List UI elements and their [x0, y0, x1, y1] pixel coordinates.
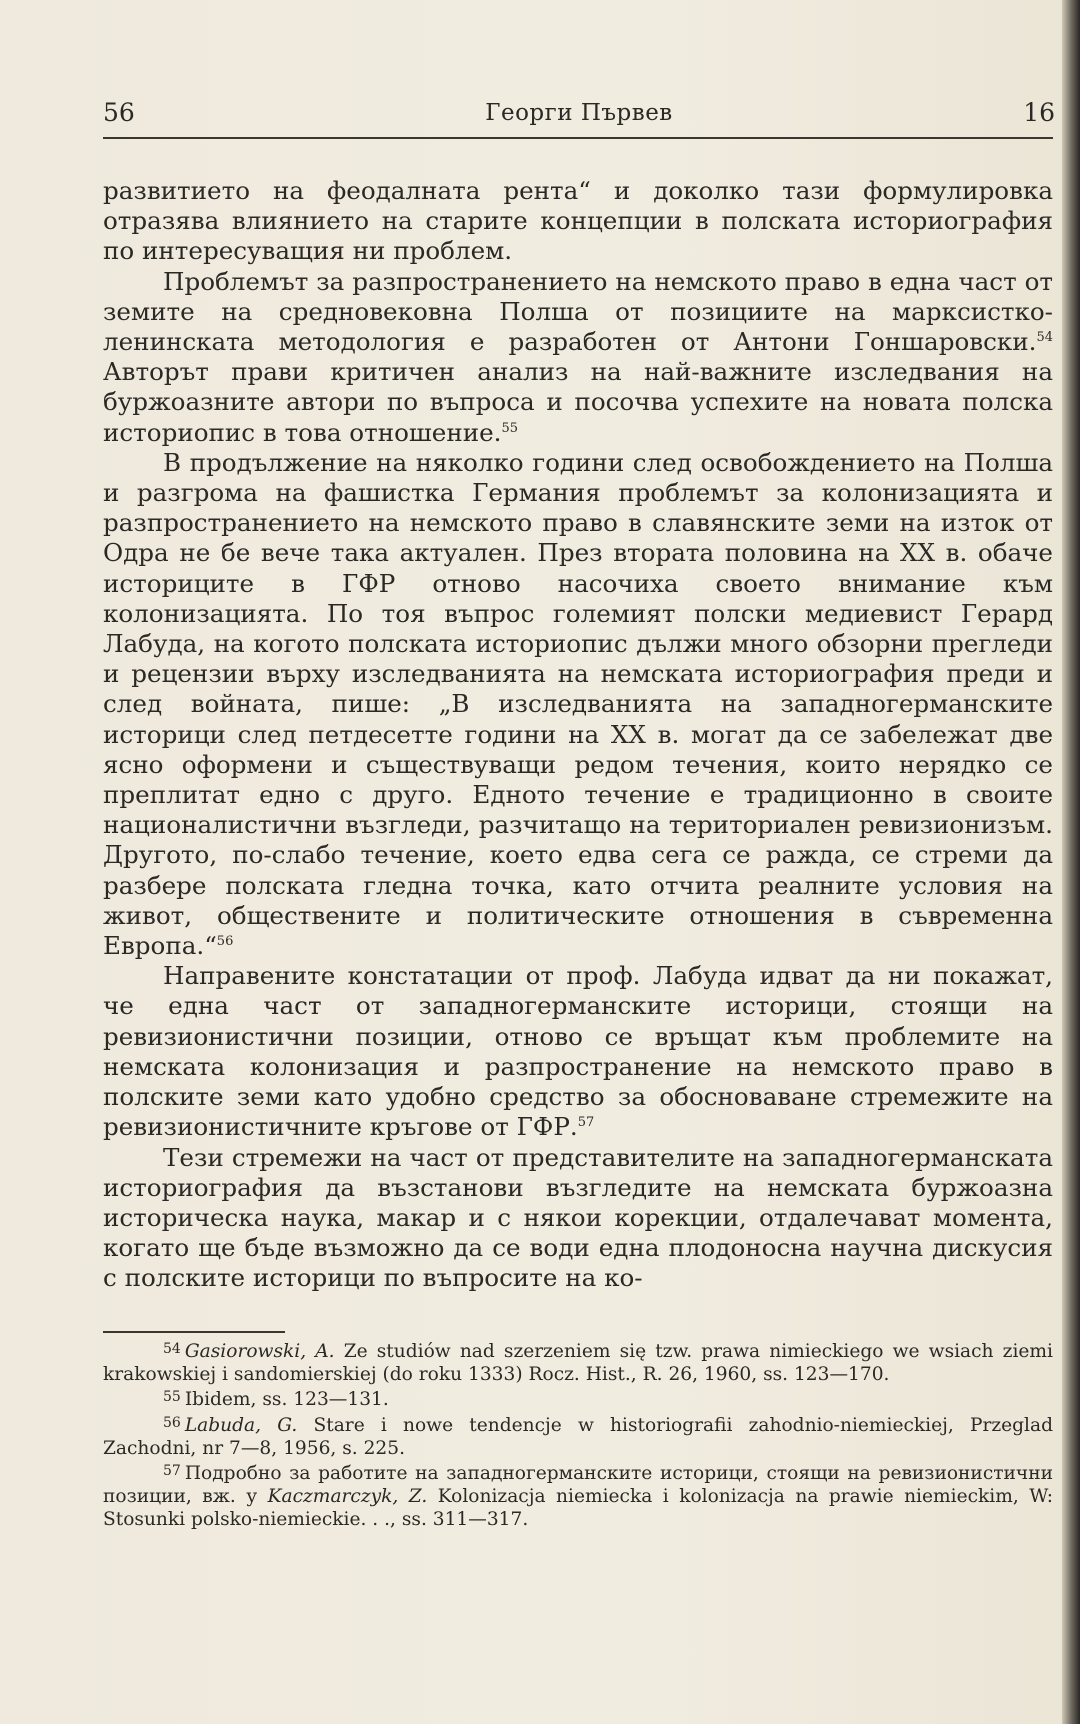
footnote-56: $^{56}$ Labuda, G. Stare i nowe tendencje w historiografii zahodnio-niemieckiej, Przeglad Zachodni, nr 7—8, 1956, s. 225.	[103, 1414, 1053, 1459]
facing-page-number: 16	[1023, 98, 1055, 127]
book-spine-shadow	[1062, 0, 1080, 1724]
footnote-57: $^{57}$ Подробно за работите на западногерманските историци, стоящи на ревизионистични позиции, вж. у Kaczmarczyk, Z. Kolonizacja niemiecka i kolonizacja na prawie niemieckim, W: Stosunki polsko-niemieckie. . ., ss. 311—317.	[103, 1463, 1053, 1531]
footnote-ref-54: 54	[1036, 330, 1053, 346]
main-text	[103, 176, 1053, 1294]
footnote-ref-57: 57	[577, 1115, 595, 1131]
footnote-rule	[103, 1331, 285, 1333]
running-header	[103, 92, 1055, 132]
footnote-55: $^{55}$ Ibidem, ss. 123—131.	[163, 1389, 389, 1411]
paragraph-3: В продължение на няколко години след освобождението на Полша и разгрома на фашистка Германия проблемът за колонизацията и разпространението на немското право в славянските земи на изток от Одра не бе вече така актуален. През втората половина на XX в. обаче историците в ГФР отново насочиха своето внимание към колонизацията. По тоя въпрос големият полски медиевист Герард Лабуда, на когото полската историопис дължи много обзорни прегледи и рецензии върху изследванията на немската историография преди и след войната, пише: „В изследванията на западногерманските историци след петдесетте години на XX в. могат да се забележат две ясно оформени и съществуващи редом течения, които нерядко се преплитат едно с друго. Едното течение е традиционно в своите националистични възгледи, разчитащо на териториален ревизионизъм. Другото, по-слабо течение, което едва сега се ражда, се стреми да разбере полската гледна точка, като отчита реалните условия на живот, обществените и политическите отношения в съвременна Европа.“$^{56}$	[103, 447, 1053, 961]
footnote-54: $^{54}$ Gasiorowski, A. Ze studiów nad szerzeniem się tzw. prawa nimieckiego we wsiach ziemi krakowskiej i sandomierskiej (do roku 1333) Rocz. Hist., R. 26, 1960, ss. 123—170.	[103, 1341, 1053, 1386]
header-rule	[103, 137, 1053, 139]
page-number: 56	[103, 98, 135, 127]
paragraph-5: Тези стремежи на част от представителите на западногерманската историография да възстанови възгледите на немската буржоазна историческа наука, макар и с някои корекции, отдалечават момента, когато ще бъде възможно да се води една плодоносна научна дискусия с полските историци по въпросите на ко-	[103, 1142, 1053, 1293]
paragraph-4: Направените констатации от проф. Лабуда идват да ни покажат, че една част от западногерманските историци, стоящи на ревизионистични позиции, отново се връщат към проблемите на немската колонизация и разпространение на немското право в полските земи като удобно средство за обосноваване стремежите на ревизионистичните кръгове от ГФР.$^{57}$	[103, 961, 1053, 1142]
footnote-ref-55: 55	[501, 420, 519, 436]
paragraph-2: Проблемът за разпространението на немското право в една част от земите на средновековна Полша от позициите на марксистко-ленинската методология е разработен от Антони Гоншаровски.$^{54}$ Авторът прави критичен анализ на най-важните изследвания на буржоазните автори по въпроса и посочва успехите на новата полска историопис в това отношение.$^{55}$	[103, 266, 1053, 447]
running-title: Георги Първев	[485, 100, 673, 126]
footnotes	[103, 1338, 1053, 1532]
footnote-ref-56: 56	[216, 934, 234, 950]
paragraph-1: развитието на феодалната рента“ и доколко тази формулировка отразява влиянието на старите концепции в полската историография по интересуващия ни проблем.	[103, 176, 1053, 266]
